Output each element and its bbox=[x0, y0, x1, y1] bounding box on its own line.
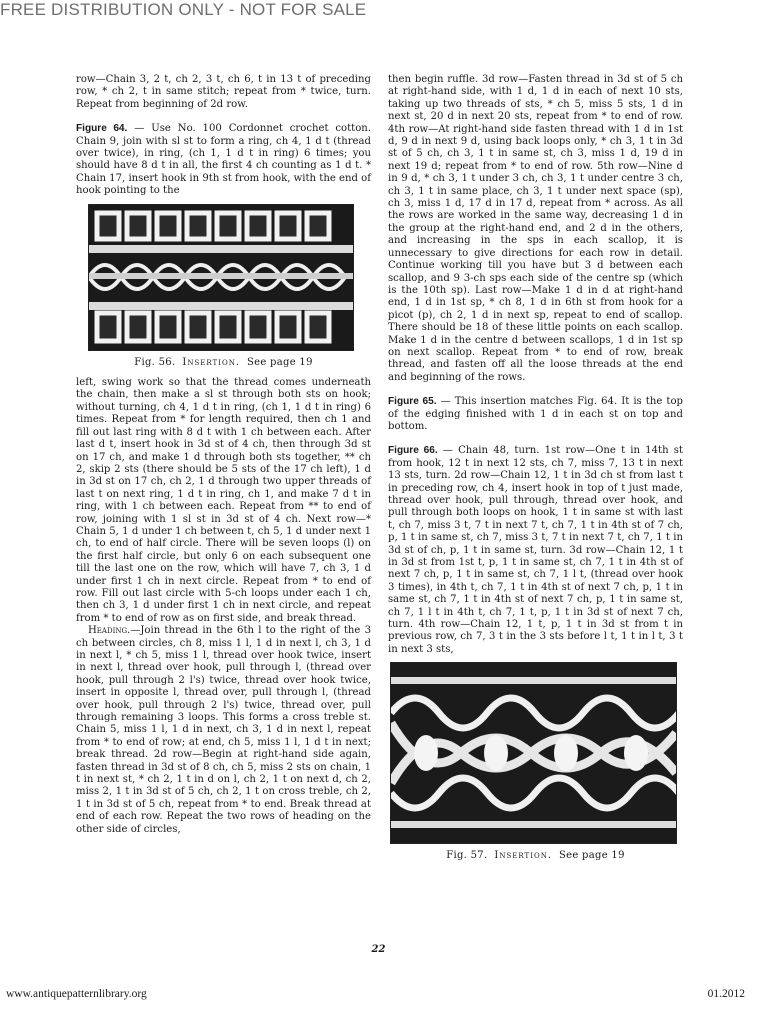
figure-66-text: — Chain 48, turn. 1st row—One t in 14th st from hook, 12 t in next 12 sts, ch 7, miss 7, 13 t in next 13 sts, turn. 2d row—Chain 12, 1 t in 3d ch st from last t in preceding row, ch 4, insert hook in top of t just made, thread over hook, pull through, thread over hook, and pull through both loops on hook, 1 t in same st with last t, ch 7, miss 3 t, 7 t in next 7 t, ch 7, 1 t in 4th st of 7 ch, p, 1 t in same st, ch 7, miss 3 t, 7 t in next 7 t, ch 7, 1 t in 3d st of ch, p, 1 t in same st, turn. 3d row—Chain 12, 1 t in 3d st from 1st t, p, 1 t in same st, ch 7, 1 t in 4th st of next 7 ch, p, 1 t in same st, ch 7, 1 l t, (thread over hook 3 times), in 4th t, ch 7, 1 t in 4th st of next 7 ch, p, 1 t in same st, ch 7, 1 t in 4th st of next 7 ch, p, 1 t in same st, ch 7, 1 l t in 4th t, ch 7, 1 t, p, 1 t in 3d st of next 7 ch, turn. 4th row—Chain 12, 1 t, p, 1 t in 3d st from t in previous row, ch 7, 3 t in the 3 sts before l t, 1 t in l t, 3 t in next 3 sts, bbox=[388, 445, 683, 655]
figure-64-label: Figure 64. bbox=[76, 123, 128, 135]
right-column bbox=[388, 74, 683, 871]
paragraph-row-end: row—Chain 3, 2 t, ch 2, 3 t, ch 6, t in 13 t of preceding row, * ch 2, t in same stitch; repeat from * twice, turn. Repeat from beginning of 2d row. bbox=[76, 74, 371, 110]
footer-website[interactable]: www.antiquepatternlibrary.org bbox=[6, 988, 147, 1000]
figure-64-text: — Use No. 100 Cordonnet crochet cotton. Chain 9, join with sl st to form a ring, ch 4, 1 d t (thread over twice), in ring, (ch 1, 1 d t in ring) 6 times; you should have 8 d t in all, the first 4 ch counting as 1 d t. * Chain 17, insert hook in 9th st from hook, with the end of hook pointing to the bbox=[76, 123, 372, 197]
paragraph-figure-65 bbox=[388, 396, 683, 433]
figure-56-title: Insertion. bbox=[182, 356, 241, 368]
figure-57-page-ref: See page 19 bbox=[558, 850, 625, 862]
figure-56-page-ref: See page 19 bbox=[246, 356, 313, 368]
figure-57-number: Fig. 57. bbox=[446, 850, 488, 862]
figure-56-caption bbox=[76, 357, 371, 369]
crochet-insertion-image bbox=[391, 663, 676, 843]
insertion-photo-fig-56 bbox=[88, 204, 354, 351]
figure-57-caption bbox=[388, 850, 683, 862]
paragraph-ruffle: then begin ruffle. 3d row—Fasten thread in 3d st of 5 ch at right-hand side, with 1 d, 1 d in each of next 10 sts, taking up two threads of sts, * ch 5, miss 5 sts, 1 d in next st, 20 d in next 20 sts, repeat from * to end of row. 4th row—At right-hand side fasten thread with 1 d in 1st d, 9 d in next 9 d, using back loops only, * ch 3, 1 t in 3d st of 5 ch, ch 3, 1 t in same st, ch 3, miss 1 d, 19 d in next 19 d; repeat from * to end of row. 5th row—Nine d in 9 d, * ch 3, 1 t under 3 ch, ch 3, 1 t under centre 3 ch, ch 3, 1 t in same place, ch 3, 1 t under next space (sp), ch 3, miss 1 d, 17 d in 17 d, repeat from * across. As all the rows are worked in the same way, decreasing 1 d in the group at the right-hand end, and 2 d in the others, and increasing in the sps in each scallop, it is unnecessary to give directions for each row in detail. Continue working till you have but 3 d between each scallop, and 9 3-ch sps each side of the centre sp (which is the 10th sp). Last row—Make 1 d in d at right-hand end, 1 d in 1st sp, * ch 8, 1 d in 6th st from hook for a picot (p), ch 2, 1 d in next sp, repeat to end of scallop. There should be 18 of these little points on each scallop. Make 1 d in the centre d between scallops, 1 d in 1st sp on next scallop. Repeat from * to end of row, break thread, and fasten off all the loose threads at the end and beginning of the rows. bbox=[388, 74, 683, 383]
footer-date: 01.2012 bbox=[707, 988, 745, 1000]
figure-66-label: Figure 66. bbox=[388, 445, 438, 457]
left-column bbox=[76, 74, 371, 836]
heading-text: —Join thread in the 6th l to the right of the 3 ch between circles, ch 8, miss 1 l, 1 d in next l, ch 3, 1 d in next l, * ch 5, miss 1 l, thread over hook twice, insert in next l, thread over hook, pull through l, (thread over hook, pull through 2 l's) twice, thread over hook twice, insert in opposite l, thread over, pull through l, (thread over hook, pull through 2 l's) twice, thread over, pull through remaining 3 loops. This forms a cross treble st. Chain 5, miss 1 l, 1 d in next, ch 3, 1 d in next l, repeat from * to end of row; at end, ch 5, miss 1 l, 1 d t in next; break thread. 2d row—Begin at right-hand side again, fasten thread in 3d st of 8 ch, ch 5, miss 2 sts on chain, 1 t in next st, * ch 2, 1 t in d on l, ch 2, 1 t on next d, ch 2, miss 2, 1 t in 3d st of 5 ch, ch 2, 1 t on cross treble, ch 2, 1 t in 3d st of 5 ch, repeat from * to end. Break thread at end of each row. Repeat the two rows of heading on the other side of circles, bbox=[76, 625, 371, 835]
paragraph-heading bbox=[76, 625, 371, 836]
crochet-insertion-image bbox=[89, 205, 353, 350]
figure-65-text: — This insertion matches Fig. 64. It is the top of the edging finished with 1 d in each st on top and bottom. bbox=[388, 396, 683, 432]
paragraph-figure-64 bbox=[76, 123, 371, 197]
figure-57-title: Insertion. bbox=[494, 850, 553, 862]
heading-label: Heading. bbox=[88, 625, 131, 637]
paragraph-figure-66 bbox=[388, 445, 683, 656]
watermark-banner: FREE DISTRIBUTION ONLY - NOT FOR SALE bbox=[0, 0, 367, 19]
page-number: 22 bbox=[371, 944, 386, 955]
paragraph-figure-64-continued: left, swing work so that the thread comes underneath the chain, then make a sl st through both sts on hook; without turning, ch 4, 1 d t in ring, (ch 1, 1 d t in ring) 6 times. Repeat from * for length required, then ch 1 and fill out last ring with 8 d t with 1 ch between each. After last d t, insert hook in 3d st of 4 ch, then through 3d st on 17 ch, and make 1 d through both sts together, ** ch 2, skip 2 sts (there should be 5 sts of the 17 ch left), 1 d in 3d st on 17 ch, ch 2, 1 d through two upper threads of last t on next ring, 1 d t in ring, ch 1, and make 7 d t in ring, with 1 ch between each. Repeat from ** to end of row, joining with 1 sl st in 3d st of 4 ch. Next row—* Chain 5, 1 d under 1 ch between t, ch 5, 1 d under next 1 ch, to end of half circle. There will be seven loops (l) on the first half circle, but only 6 on each subsequent one till the last one on the row, which will have 7, ch 3, 1 d under first 1 ch in next circle. Repeat from * to end of row. Fill out last circle with 5-ch loops under each 1 ch, then ch 3, 1 d under first 1 ch in next circle, and repeat from * to end of row as on first side, and break thread. bbox=[76, 377, 371, 624]
insertion-photo-fig-57 bbox=[390, 662, 677, 844]
figure-65-label: Figure 65. bbox=[388, 396, 437, 408]
figure-56-number: Fig. 56. bbox=[134, 356, 176, 368]
